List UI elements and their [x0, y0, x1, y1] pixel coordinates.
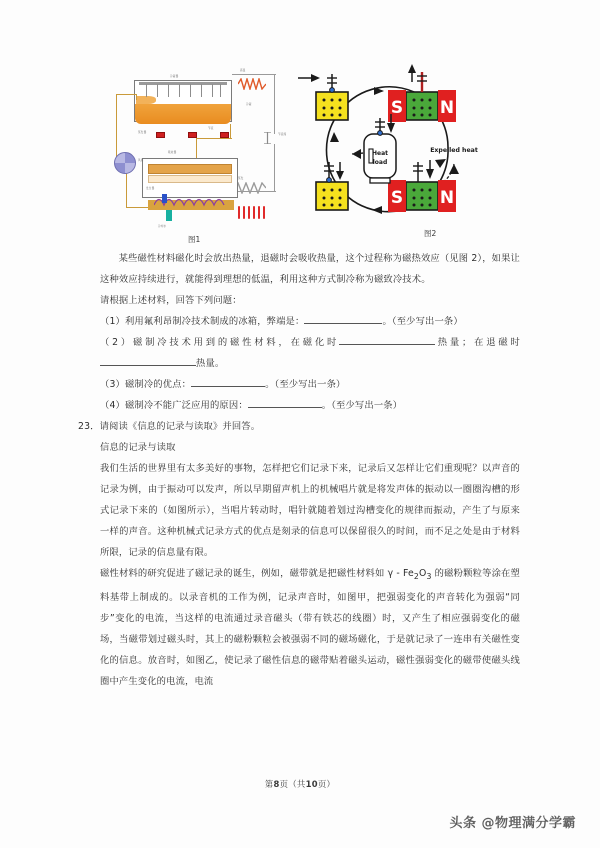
fig2-expelled-heat-arrowhead	[449, 164, 459, 174]
answer-blank-2b[interactable]	[100, 365, 196, 366]
fig1-green-outlet	[166, 210, 172, 221]
fig1-micro-label-g: 风扇	[138, 159, 144, 162]
fig1-micro-label-i: 蒸发	[238, 177, 244, 180]
question-1	[0, 311, 600, 332]
fig1-orange-pipe-left	[116, 94, 117, 160]
fig1-fan-icon	[114, 152, 136, 174]
fig1-solution-fill	[135, 104, 231, 124]
question-2-text-b: 热量；在退磁时	[435, 337, 520, 348]
paragraph-prompt: 请根据上述材料，回答下列问题：	[100, 295, 242, 306]
fig1-micro-label-c: 冷凝	[246, 103, 252, 106]
document-body	[0, 248, 600, 692]
fig2-block-top-right-magnetized	[388, 64, 456, 122]
footer-suffix: 页）	[317, 779, 336, 789]
question-23-article-title: 信息的记录与读取	[100, 442, 176, 453]
fig1-evaporator-coil-icon	[234, 182, 266, 194]
question-4-text-a: （4）磁制冷不能广泛应用的原因：	[100, 400, 248, 411]
fig1-expansion-valve-icon	[263, 132, 272, 144]
fig1-condenser-coil-icon	[238, 78, 266, 90]
fig2-block-bottom-left-demagnetized	[316, 162, 348, 210]
fig1-spray-drops	[146, 84, 222, 100]
question-2-text-a: （2）磁制冷技术用到的磁性材料，在磁化时	[100, 337, 340, 348]
q23-p2-tail: 的磁粉颗粒等涂在塑料基带上制成的。以录音机的工作为例，记录声音时，如图甲，把强弱变化的声音转化为强弱“同步”变化的电流，当这样的电流通过录音磁头（带有铁芯的线圈）时，又产生了相应强弱变化的磁场，当磁带划过磁头时，其上的磁粉颗粒会被强弱不同的磁场磁化，于是就记录了一连串有关磁性变化的信息。放音时，如图乙，使记录了磁性信息的磁带贴着磁头运动，磁性强弱变化的磁带使磁头线圈中产生变化的电流，电流	[100, 568, 520, 687]
q23-p2-subscript-2: 2	[413, 571, 419, 581]
q23-p2-mid: O	[418, 568, 427, 579]
svg-text:N: N	[439, 98, 455, 118]
fig2-heat-absorb-arrowhead	[352, 149, 361, 159]
fig1-orange-pipe-mid-right	[230, 124, 231, 138]
svg-text:S: S	[390, 98, 404, 118]
watermark: 头条 @物理满分学霸	[449, 816, 576, 831]
question-4	[0, 395, 600, 416]
fig1-micro-label-j: 节流阀	[278, 133, 287, 136]
q23-p2-subscript-3: 3	[426, 571, 432, 581]
answer-blank-1[interactable]	[304, 323, 382, 324]
fig1-micro-label-h: 发生器	[146, 187, 155, 190]
fig1-pipe-right-upper	[274, 74, 275, 134]
question-23-paragraph-2	[0, 563, 600, 692]
fig1-micro-label-f: 吸收器	[168, 151, 177, 154]
question-1-text-b: 。（至少写出一条）	[382, 316, 463, 327]
fig1-blue-inlet	[162, 194, 167, 203]
question-3-text-b: 。（至少写出一条）	[265, 379, 346, 390]
fig1-pipe-right-lower	[274, 144, 275, 192]
q23-p2-head: 磁性材料的研究促进了磁记录的诞生，例如，磁带就是把磁性材料如 γ - Fe	[100, 568, 414, 579]
fig1-orange-pipe-return	[126, 172, 127, 208]
fig1-orange-pipe-mid	[196, 138, 232, 139]
paragraph-intro: 某些磁性材料磁化时会放出热量，退磁时会吸收热量，这个过程称为磁热效应（见图 2），如果让这种效应持续进行，就能得到理想的低温，利用这种方式制冷称为磁致冷技术。	[100, 253, 520, 285]
question-1-text-a: （1）利用氟利昂制冷技术制成的冰箱，弊端是：	[100, 316, 305, 327]
footer-total-pages: 10	[305, 779, 318, 789]
question-4-text-b: 。（至少写出一条）	[321, 400, 403, 411]
fig2-heat-load-vessel	[364, 114, 396, 183]
page-footer	[0, 778, 600, 790]
footer-page-number: 8	[273, 779, 280, 789]
fig2-arc-left	[326, 114, 338, 186]
fig1-pipe-top	[232, 74, 276, 75]
question-2	[0, 332, 600, 374]
figure-2-caption: 图2	[424, 229, 437, 238]
fig1-micro-label-k: 冷却水	[158, 225, 167, 228]
answer-blank-3[interactable]	[191, 386, 265, 387]
answer-blank-2a[interactable]	[339, 344, 435, 345]
question-23-paragraph-1: 我们生活的世界里有太多美好的事物，怎样把它们记录下来，记录后又怎样让它们重现呢？以声音的记录为例，由于振动可以发声，所以早期留声机上的机械唱片就是将发声体的振动以一圈圈沟槽的形式记录下来的（如图所示），当唱片转动时，唱针就随着划过沟槽变化的规律而振动，产生了与原来一样的声音。这种机械式记录方式的优点是刻录的信息可以保留很久的时间，而不足之处是由于材料所限，记录的信息量有限。	[100, 463, 520, 558]
figure-2-magnetic-cooling-diagram	[296, 56, 486, 246]
footer-middle: 页（共	[279, 779, 306, 789]
fig1-indicator-block-1	[156, 132, 165, 138]
fig2-expelled-heat-label: Expelled heat	[430, 147, 478, 154]
fig1-micro-label-e: 节流	[208, 127, 214, 130]
fig1-flame-icons	[238, 206, 268, 220]
fig1-orange-pipe-jog	[136, 94, 137, 100]
question-23-stem: 23．请阅读《信息的记录与读取》并回答。	[78, 421, 261, 432]
svg-text:N: N	[439, 188, 455, 208]
question-3-text-a: （3）磁制冷的优点：	[100, 379, 192, 390]
fig1-micro-label-b: 高温	[240, 69, 246, 72]
svg-text:S: S	[390, 188, 404, 208]
fig1-orange-pipe-topleft	[116, 94, 136, 95]
fig1-inner-plate-lower	[148, 175, 232, 183]
answer-blank-4[interactable]	[248, 407, 322, 408]
question-2-text-c: 热量。	[196, 358, 225, 369]
figures-container	[0, 52, 600, 248]
figure-1-refrigeration-diagram	[112, 60, 287, 246]
fig1-inner-plate-upper	[148, 164, 232, 174]
fig1-micro-label-d: 蒸发器	[138, 131, 147, 134]
figure-1-caption: 图1	[188, 235, 201, 244]
fig2-block-top-left-demagnetized	[298, 74, 348, 120]
fig1-orange-pipe-down	[196, 138, 197, 158]
fig2-heat-load-label-line1: Heat	[371, 150, 389, 157]
fig1-micro-label-a: 冷凝器	[170, 75, 179, 78]
figure-2-svg	[296, 56, 486, 246]
fig2-heat-load-label-line2: load	[372, 159, 388, 166]
question-3	[0, 374, 600, 395]
footer-prefix: 第	[264, 779, 274, 789]
